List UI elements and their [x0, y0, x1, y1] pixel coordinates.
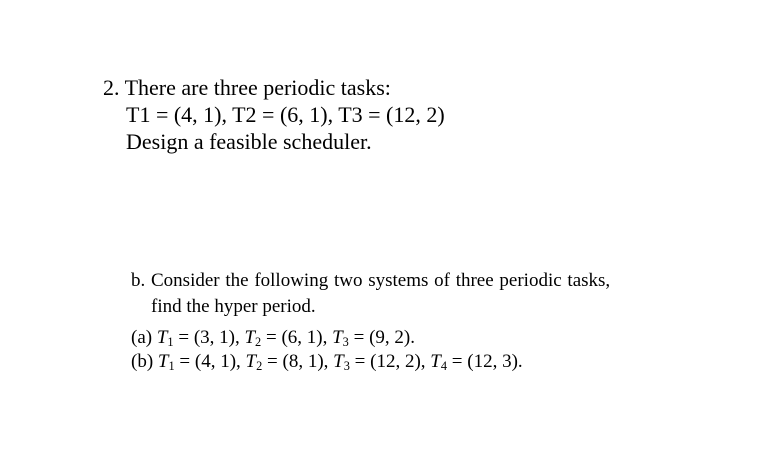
- task-name: T: [430, 351, 441, 372]
- task-name: T: [332, 327, 343, 348]
- system-b-label: (b): [131, 351, 154, 372]
- task-subscript: 3: [342, 335, 349, 350]
- system-a: (a) $T_1 = (3$, 1), $T_2 = (6$, 1), $T_3 = (9$, 2).: [131, 327, 415, 350]
- task-name: T: [244, 327, 256, 348]
- system-a-label: (a): [131, 327, 153, 348]
- task-value: (6, 1): [281, 327, 323, 348]
- task-value: (8, 1): [282, 351, 324, 372]
- task-name: T: [156, 327, 168, 348]
- task-name: T: [157, 351, 169, 372]
- problem-2-heading: 2. There are three periodic tasks:: [103, 75, 391, 100]
- task-subscript: 2: [256, 359, 263, 374]
- task-subscript: 1: [167, 335, 174, 350]
- task-name: T: [333, 351, 344, 372]
- sentence-end: .: [517, 351, 523, 372]
- task-value: (12, 2): [370, 351, 421, 372]
- task-subscript: 4: [440, 359, 448, 374]
- task-value: (12, 3): [467, 351, 518, 372]
- task-value: (3, 1): [193, 327, 235, 348]
- system-b: (b) $T_1 = (4$, 1), $T_2 = (8$, 1), $T_3 = (12$, 2), $T_4 = (12$, 3).: [131, 351, 523, 374]
- problem-2-tasks: T1 = (4, 1), T2 = (6, 1), T3 = (12, 2): [126, 102, 445, 127]
- sentence-end: .: [410, 327, 415, 348]
- problem-b-line-1: b. Consider the following two systems of three periodic tasks,: [131, 270, 611, 291]
- problem-2-instruction: Design a feasible scheduler.: [126, 129, 372, 154]
- task-subscript: 2: [255, 335, 262, 350]
- task-value: (4, 1): [194, 351, 237, 372]
- task-name: T: [245, 351, 257, 372]
- problem-b-line-2: find the hyper period.: [151, 296, 316, 317]
- task-value: (9, 2): [369, 327, 411, 348]
- task-subscript: 3: [343, 359, 350, 374]
- task-subscript: 1: [168, 359, 175, 374]
